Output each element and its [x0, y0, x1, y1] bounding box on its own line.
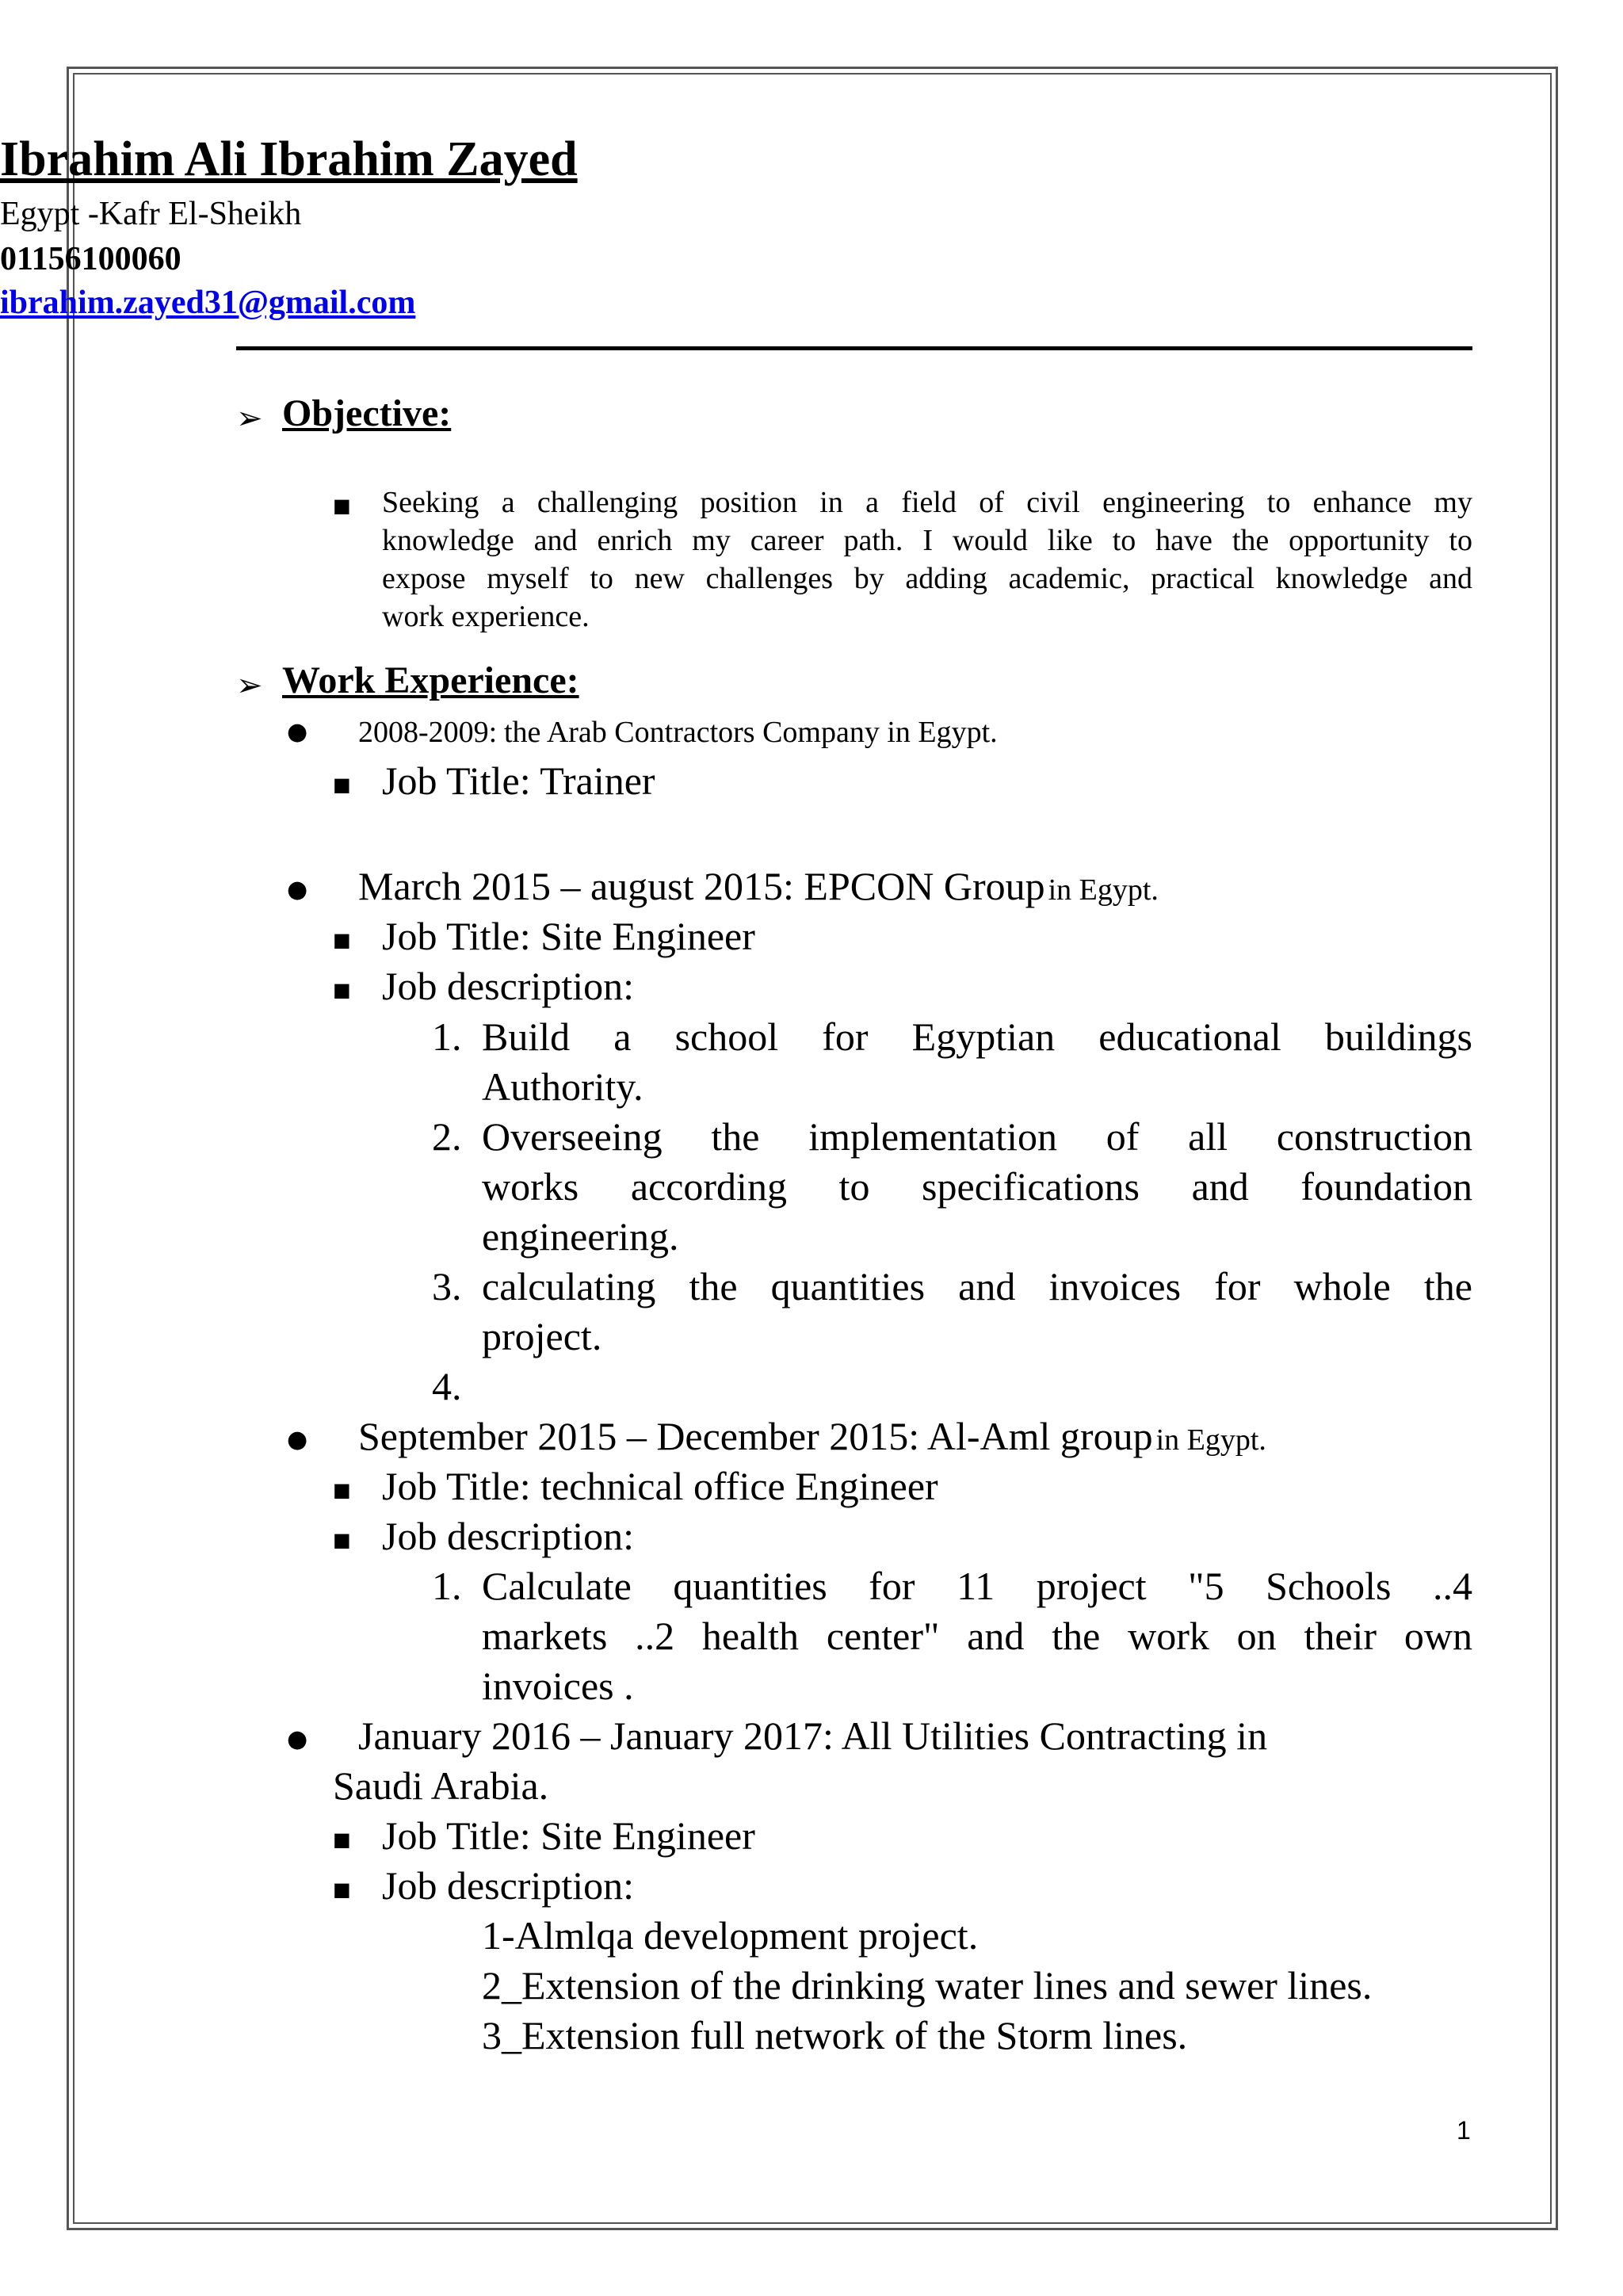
job4-item: 1-Almlqa development project. [482, 1913, 979, 1958]
job3-header [358, 1413, 1266, 1459]
job2-header [358, 863, 1159, 909]
job2-item-line: Authority. [482, 1064, 643, 1109]
arrow-bullet-icon: ➢ [236, 667, 263, 704]
job3-item-line: markets ..2 health center" and the work on their own [482, 1614, 1472, 1658]
arrow-bullet-icon: ➢ [236, 400, 263, 437]
job2-item-line: calculating the quantities and invoices for whole the [482, 1264, 1472, 1308]
job2-desc-label: Job description: [382, 964, 635, 1008]
objective-line-4: work experience. [382, 600, 590, 633]
square-bullet-icon: ■ [333, 1828, 351, 1851]
square-bullet-icon: ■ [333, 495, 351, 517]
round-bullet-icon: ● [287, 1426, 308, 1454]
job3-title: Job Title: technical office Engineer [382, 1464, 938, 1508]
job2-header-main: March 2015 – august 2015: EPCON Group [358, 864, 1045, 908]
job2-item-number: 4. [432, 1364, 462, 1408]
job4-desc-label: Job description: [382, 1863, 635, 1908]
job4-item: 2_Extension of the drinking water lines and sewer lines. [482, 1963, 1373, 2008]
job2-item-line: project. [482, 1314, 602, 1358]
job2-item-number: 1. [432, 1014, 462, 1059]
job2-item-line: Overseeing the implementation of all construction [482, 1114, 1472, 1159]
work-experience-heading: Work Experience: [282, 659, 579, 701]
job2-header-suffix: in Egypt. [1048, 873, 1159, 907]
job3-desc-label: Job description: [382, 1514, 635, 1558]
job2-item-number: 3. [432, 1264, 462, 1308]
square-bullet-icon: ■ [333, 1529, 351, 1551]
objective-line-3: expose myself to new challenges by adding academic, practical knowledge and [382, 562, 1472, 595]
round-bullet-icon: ● [287, 1725, 308, 1753]
job1-title: Job Title: Trainer [382, 758, 655, 803]
header-divider [236, 346, 1472, 350]
job2-item-line: Build a school for Egyptian educational buildings [482, 1014, 1472, 1059]
job4-title: Job Title: Site Engineer [382, 1813, 755, 1858]
page-number: 1 [1457, 2116, 1471, 2145]
job2-item-line: works according to specifications and foundation [482, 1164, 1472, 1209]
objective-line-1: Seeking a challenging position in a field of civil engineering to enhance my [382, 486, 1472, 519]
job1-company: the Arab Contractors Company in Egypt. [504, 716, 998, 749]
candidate-email-link[interactable]: ibrahim.zayed31@gmail.com [0, 285, 416, 321]
job4-header-line2: Saudi Arabia. [333, 1763, 549, 1808]
job2-item-line: engineering. [482, 1214, 679, 1259]
job3-header-suffix: in Egypt. [1155, 1423, 1266, 1457]
candidate-name: Ibrahim Ali Ibrahim Zayed [0, 132, 578, 186]
job4-header-line1: January 2016 – January 2017: All Utilities Contracting in [358, 1713, 1268, 1758]
candidate-phone: 01156100060 [0, 241, 181, 277]
job3-item-line: Calculate quantities for 11 project "5 Schools ..4 [482, 1564, 1472, 1608]
square-bullet-icon: ■ [333, 1878, 351, 1901]
job2-title: Job Title: Site Engineer [382, 914, 755, 958]
job3-item-number: 1. [432, 1564, 462, 1608]
objective-heading: Objective: [282, 392, 452, 434]
job3-item-line: invoices . [482, 1664, 634, 1708]
job1-period: 2008-2009: [358, 716, 498, 749]
candidate-location: Egypt -Kafr El-Sheikh [0, 196, 302, 232]
job3-header-main: September 2015 – December 2015: Al-Aml group [358, 1414, 1153, 1458]
objective-line-2: knowledge and enrich my career path. I would like to have the opportunity to [382, 524, 1472, 557]
square-bullet-icon: ■ [333, 1479, 351, 1501]
square-bullet-icon: ■ [333, 929, 351, 951]
round-bullet-icon: ● [287, 718, 308, 746]
square-bullet-icon: ■ [333, 979, 351, 1001]
round-bullet-icon: ● [287, 876, 308, 904]
job4-item: 3_Extension full network of the Storm lines. [482, 2013, 1188, 2057]
job2-item-number: 2. [432, 1114, 462, 1159]
square-bullet-icon: ■ [333, 774, 351, 796]
